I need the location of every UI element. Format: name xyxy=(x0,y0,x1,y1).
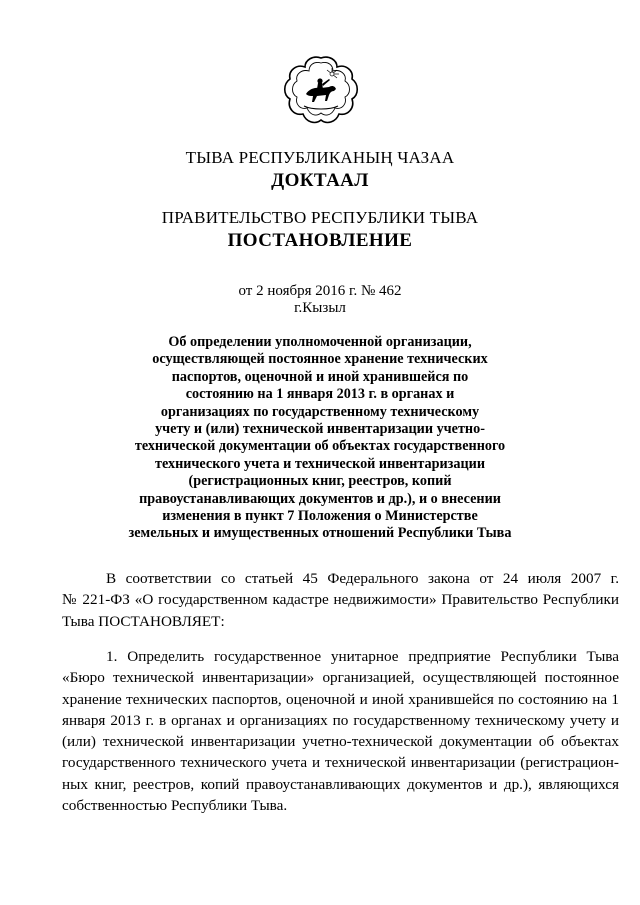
title-line: технического учета и технической инвентаризации xyxy=(155,455,485,472)
title-line: осуществляющей постоянное хранение технических xyxy=(152,351,488,368)
document-title xyxy=(90,334,550,543)
paragraph-line: «Бюро технической инвентаризации» организацией, осуществляющей постоянное xyxy=(62,669,619,687)
title-line: изменения в пункт 7 Положения о Министерстве xyxy=(162,508,478,525)
title-line: (регистрационных книг, реестров, копий xyxy=(188,473,452,490)
title-line: организациях по государственному техническому xyxy=(160,403,480,420)
paragraph-line: государственного технического учета и технической инвентаризации (регистрацион- xyxy=(62,754,619,772)
title-line: паспортов, оценочной и иной хранившейся по xyxy=(171,368,469,385)
title-line: состоянию на 1 января 2013 г. в органах и xyxy=(185,386,455,403)
paragraph-line: января 2013 г. в органах и организациях по государственному техническому учету и xyxy=(62,711,619,729)
title-line: учету и (или) технической инвентаризации учетно- xyxy=(155,421,485,438)
header-doctype-russian: ПОСТАНОВЛЕНИЕ xyxy=(227,230,413,251)
title-line: земельных и имущественных отношений Республики Тыва xyxy=(128,525,512,542)
paragraph-line: Тыва ПОСТАНОВЛЯЕТ: xyxy=(62,612,225,630)
paragraph-line: (или) технической инвентаризации учетно-технической документации об объектах xyxy=(62,733,619,751)
header-title-tuvan: ТЫВА РЕСПУБЛИКАНЫҢ ЧАЗАА xyxy=(185,148,455,167)
header-doctype-tuvan: ДОКТААЛ xyxy=(271,170,369,191)
paragraph-line: ных книг, реестров, копий правоустанавливающих документов и др.), являющихся xyxy=(62,775,619,793)
paragraph-line: собственностью Республики Тыва. xyxy=(62,797,288,815)
document-date-number: от 2 ноября 2016 г. № 462 xyxy=(238,283,402,299)
title-line: Об определении уполномоченной организации, xyxy=(168,334,472,350)
paragraph-line: хранение технических паспортов, оценочной и иной хранившейся по состоянию на 1 xyxy=(62,690,619,708)
title-line: правоустанавливающих документов и др.), и о внесении xyxy=(139,490,501,507)
document-city: г.Кызыл xyxy=(294,300,346,316)
title-line: технической документации об объектах государственного xyxy=(134,438,506,455)
header-title-russian: ПРАВИТЕЛЬСТВО РЕСПУБЛИКИ ТЫВА xyxy=(161,208,479,227)
coat-of-arms-icon xyxy=(282,54,360,126)
clause-1-paragraph xyxy=(62,646,619,816)
paragraph-line: № 221-ФЗ «О государственном кадастре недвижимости» Правительство Республики xyxy=(62,591,619,609)
paragraph-line: В соответствии со статьей 45 Федерального закона от 24 июля 2007 г. xyxy=(106,570,619,587)
paragraph-line: 1. Определить государственное унитарное предприятие Республики Тыва xyxy=(106,648,619,665)
preamble-paragraph xyxy=(62,568,619,632)
